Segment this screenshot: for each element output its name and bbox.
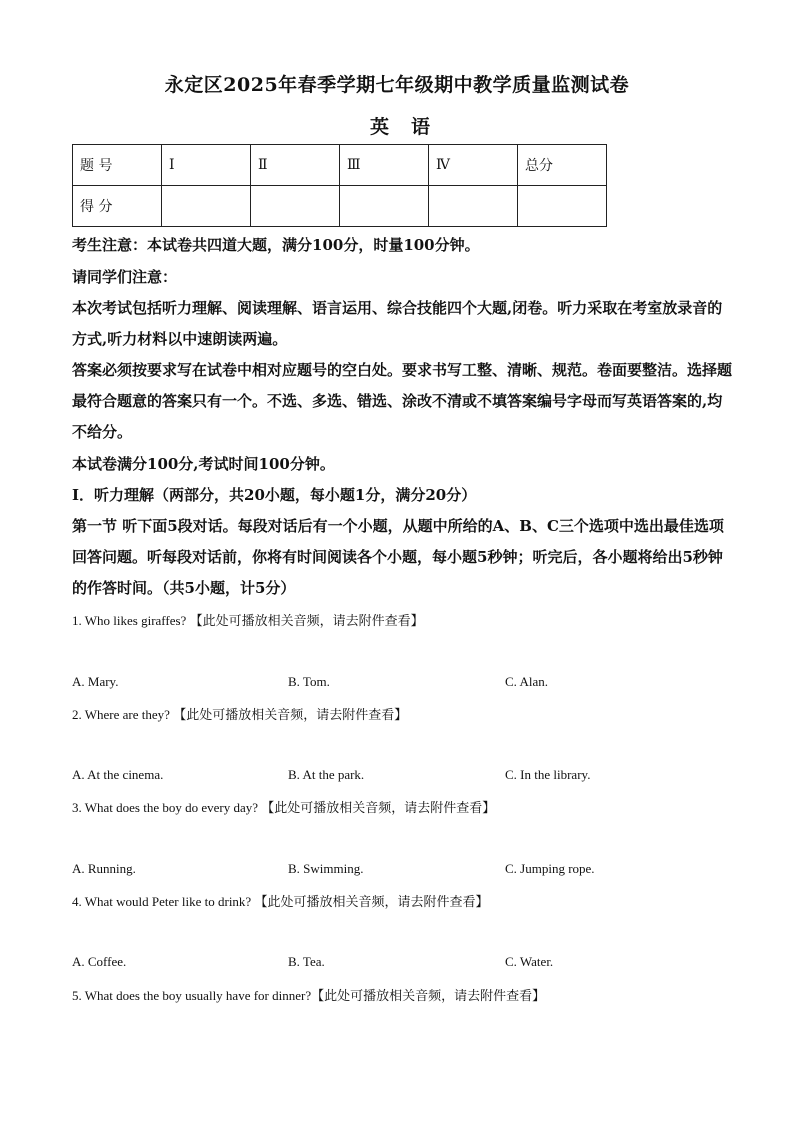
score-cell-label: 得 分 [73,186,162,227]
notice-line-1: 考生注意：本试卷共四道大题，满分100分，时量100分钟。 [72,236,480,254]
score-cell-part-2: Ⅱ [251,145,340,186]
section-instructions: 第一节 听下面5段对话。每段对话后有一个小题，从题中所给的A、B、C三个选项中选出最佳选项回答问题。听每段对话前，你将有时间阅读各个小题，每小题5秒钟；听完后，各小题将给出5秒钟的作答时间。（共5小题，计5分） [72,517,724,597]
question-1-option-c[interactable]: C. Alan. [505,674,548,689]
section-heading: Ⅰ．听力理解（两部分，共20小题，每小题1分，满分20分） [72,486,477,504]
score-table-header-row [73,145,607,186]
question-text: 5. What does the boy usually have for dinner? [72,988,312,1003]
question-5 [72,985,545,1004]
exam-title: 永定区2025年春季学期七年级期中教学质量监测试卷 [164,74,630,96]
score-cell-part-3: Ⅲ [340,145,429,186]
question-3-option-a[interactable]: A. Running. [72,861,136,876]
audio-note-link[interactable]: 【此处可播放相关音频，请去附件查看】 [173,708,408,723]
question-1-option-b[interactable]: B. Tom. [288,674,330,689]
score-cell-total: 总分 [518,145,607,186]
notice-line-2: 请同学们注意： [72,268,178,286]
question-text: 1. Who likes giraffes? [72,613,190,628]
question-4-option-c[interactable]: C. Water. [505,954,554,969]
audio-note-link[interactable]: 【此处可播放相关音频，请去附件查看】 [261,801,496,816]
score-table-score-row [73,186,607,227]
score-input-part-2[interactable] [251,186,340,227]
audio-note-link[interactable]: 【此处可播放相关音频，请去附件查看】 [189,614,424,629]
question-2 [72,704,407,723]
question-4-option-b[interactable]: B. Tea. [288,954,325,969]
question-text: 4. What would Peter like to drink? [72,894,255,909]
score-input-part-3[interactable] [340,186,429,227]
audio-note-link[interactable]: 【此处可播放相关音频，请去附件查看】 [254,895,489,910]
score-input-total[interactable] [518,186,607,227]
question-text: 2. Where are they? [72,707,174,722]
score-cell-part-4: Ⅳ [429,145,518,186]
question-3-option-b[interactable]: B. Swimming. [288,861,364,876]
question-2-option-a[interactable]: A. At the cinema. [72,767,164,782]
question-1-option-a[interactable]: A. Mary. [72,674,119,689]
score-cell-label: 题 号 [73,145,162,186]
score-cell-part-1: Ⅰ [162,145,251,186]
notice-paragraph-2: 答案必须按要求写在试卷中相对应题号的空白处。要求书写工整、清晰、规范。卷面要整洁。选择题最符合题意的答案只有一个。不选、多选、错选、涂改不清或不填答案编号字母而写英语答案的,均不给分。 [72,361,733,441]
audio-note-link[interactable]: 【此处可播放相关音频，请去附件查看】 [311,989,546,1004]
question-4-option-a[interactable]: A. Coffee. [72,954,127,969]
question-2-option-c[interactable]: C. In the library. [505,767,591,782]
question-text: 3. What does the boy do every day? [72,800,262,815]
question-1 [72,610,424,629]
score-input-part-4[interactable] [429,186,518,227]
question-3-option-c[interactable]: C. Jumping rope. [505,861,595,876]
notice-paragraph-1: 本次考试包括听力理解、阅读理解、语言运用、综合技能四个大题,闭卷。听力采取在考室放录音的方式,听力材料以中速朗读两遍。 [72,299,723,348]
exam-subject: 英语 [369,116,452,138]
notice-paragraph-3: 本试卷满分100分,考试时间100分钟。 [72,455,335,473]
question-2-option-b[interactable]: B. At the park. [288,767,365,782]
score-input-part-1[interactable] [162,186,251,227]
score-table [72,144,607,227]
question-3 [72,797,495,816]
question-4 [72,891,488,910]
